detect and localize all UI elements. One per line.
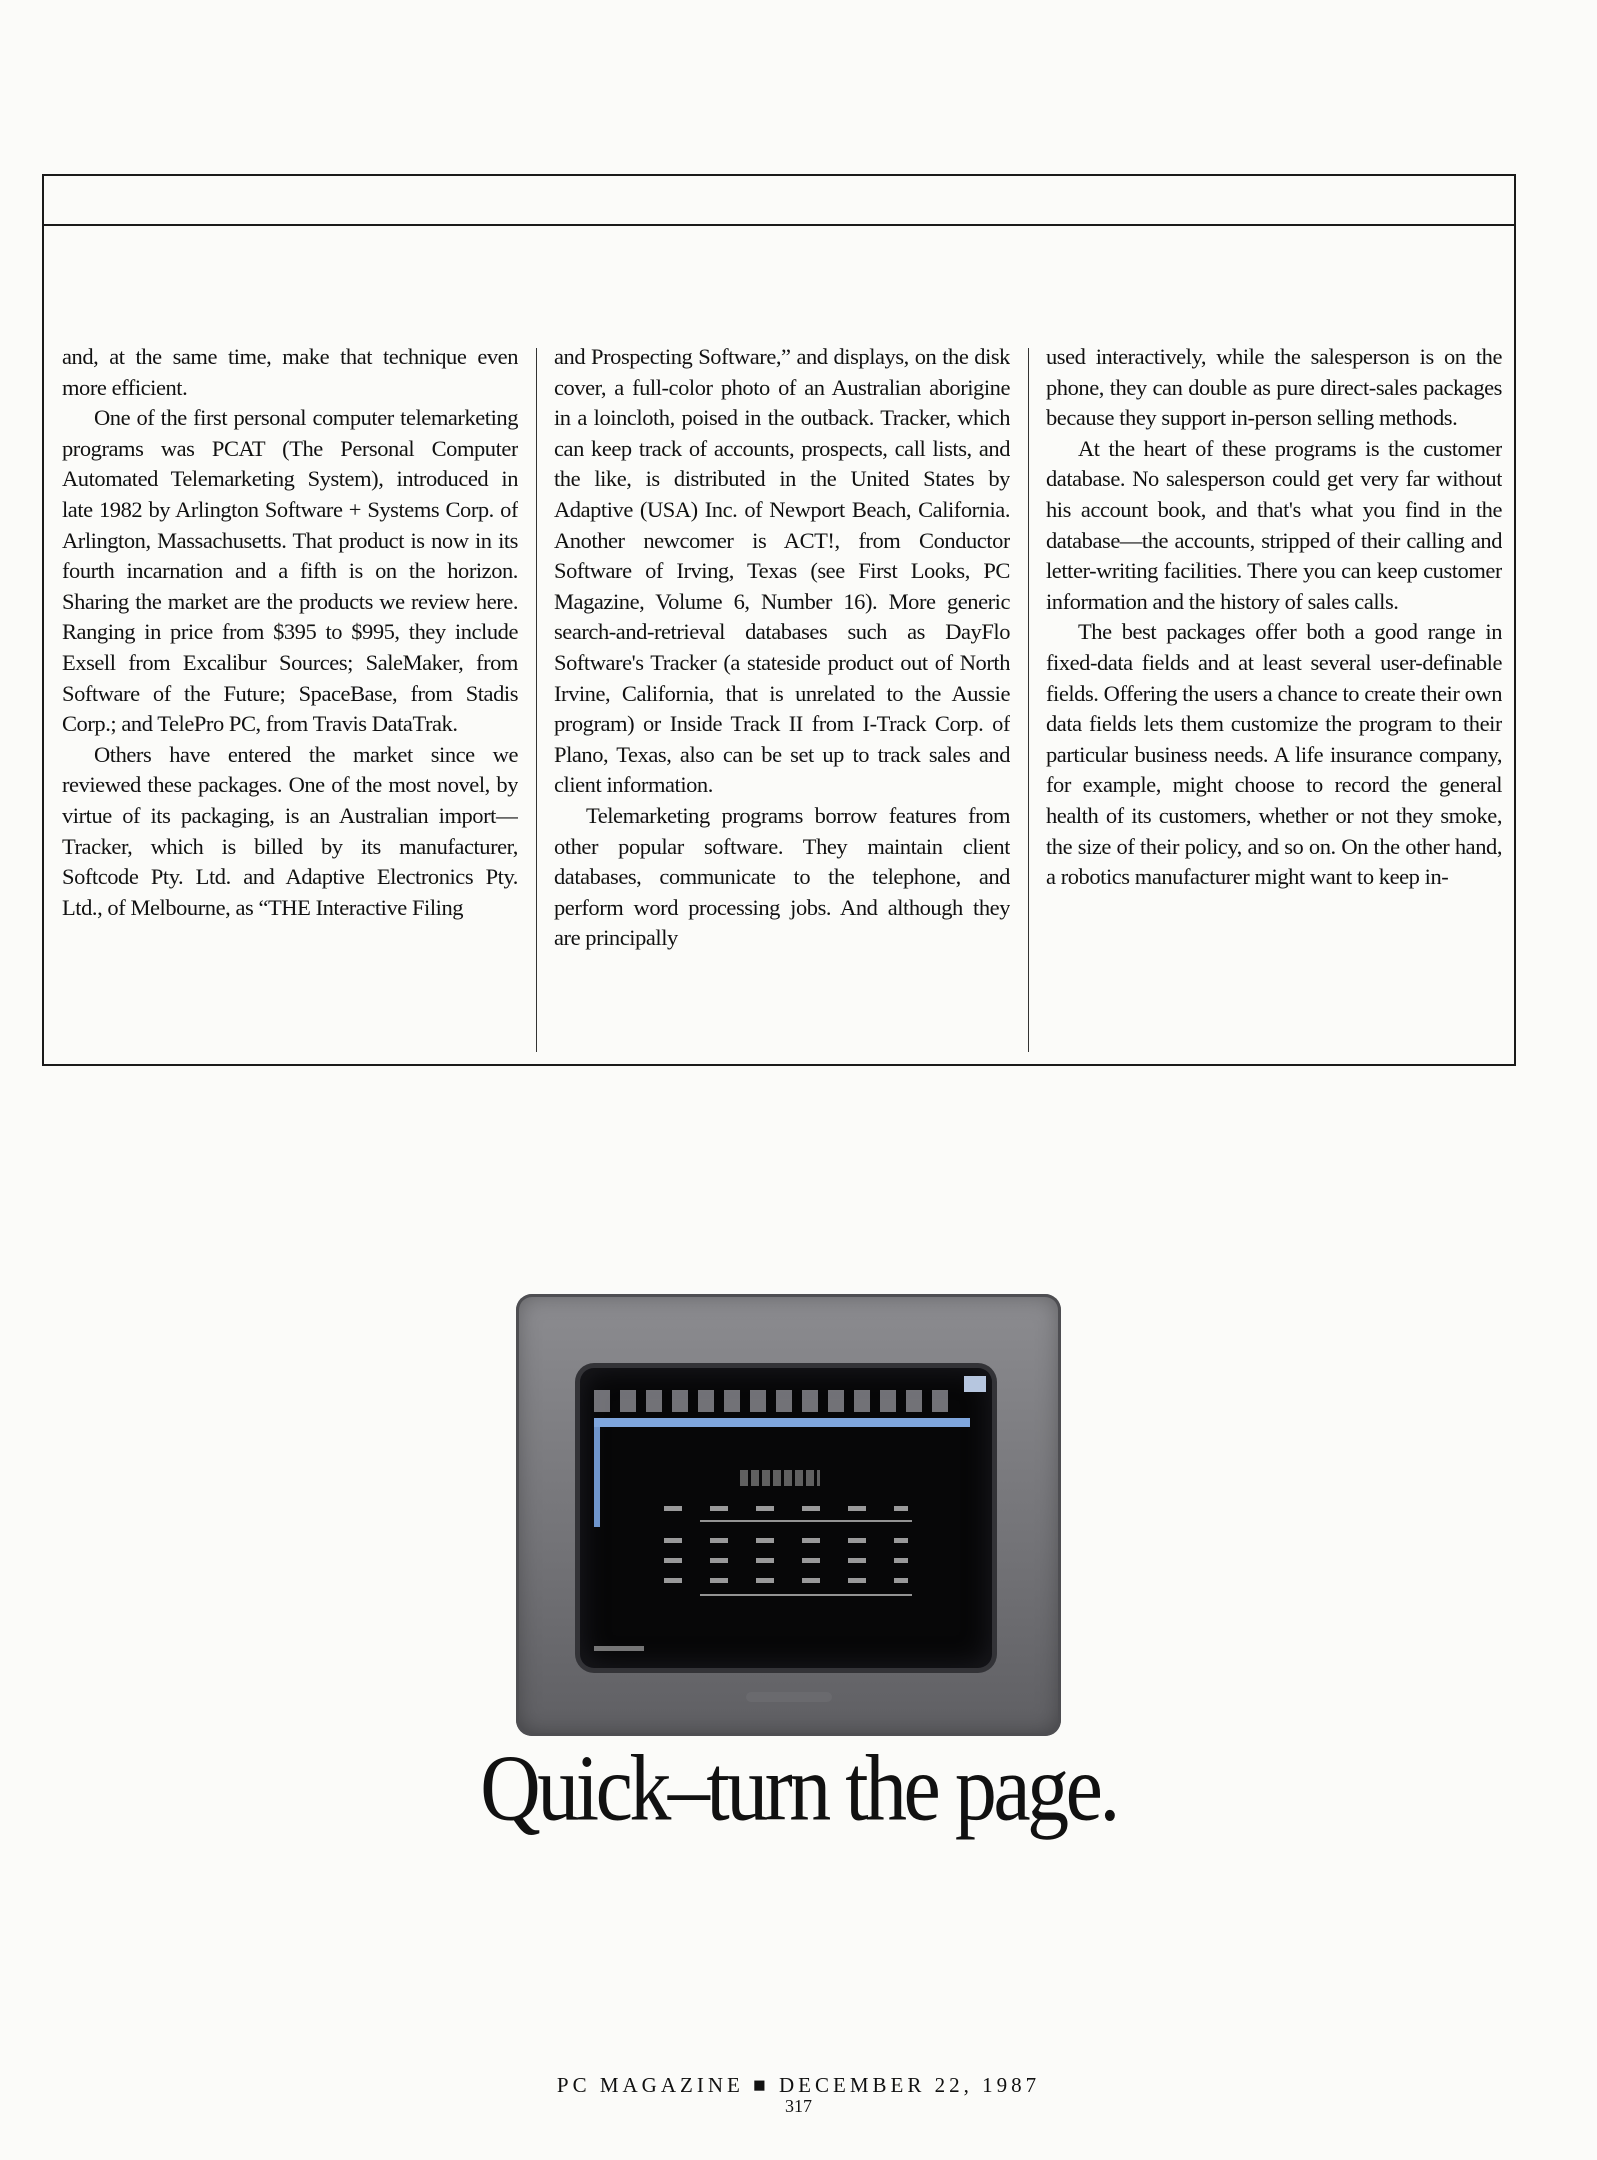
screen-header-row <box>664 1506 908 1511</box>
screen-sheet-title <box>740 1470 820 1486</box>
article-column-1 <box>62 342 518 1058</box>
paragraph: Telemarketing programs borrow features from other popular software. They maintain client databases, communicate to the telephone, and perform word processing jobs. And although they are principally <box>554 802 1010 951</box>
screen-rule <box>700 1594 912 1596</box>
screen-menu-bar <box>594 1390 952 1412</box>
article-column-2 <box>554 342 1010 1058</box>
article-column-3 <box>1046 342 1502 1058</box>
paragraph: At the heart of these programs is the customer database. No salesperson could get very far without his account book, and that's what you find in the database—the accounts, stripped of their calling and letter-writing facilities. There you can keep customer information and the history of sales calls. <box>1046 435 1502 614</box>
screen-window-icon <box>964 1376 986 1392</box>
paragraph: One of the first personal computer telemarketing programs was PCAT (The Personal Computer Automated Telemarketing System), introduced in late 1982 by Arlington Software + Systems Corp. of Arlington, Massachusetts. That product is now in its fourth incarnation and a fifth is on the horizon. Sharing the market are the products we review here. Ranging in price from $395 to $995, they include Exsell from Excalibur Sources; SaleMaker, from Software of the Future; SpaceBase, from Stadis Corp.; and TelePro PC, from Travis DataTrak. <box>62 405 518 737</box>
screen-highlight-bar <box>594 1418 970 1427</box>
screen-side-bar <box>594 1427 600 1527</box>
paragraph: used interactively, while the salesperson is on the phone, they can double as pure direct-sales packages because they support in-person selling methods. <box>1046 344 1502 431</box>
article-columns <box>62 342 1500 1058</box>
article-box <box>42 174 1516 1066</box>
column-divider <box>536 348 537 1052</box>
screen-data-row <box>664 1578 908 1583</box>
ad-tagline: Quick–turn the page. <box>480 1736 1117 1841</box>
monitor-logo <box>746 1692 832 1702</box>
monitor-photo <box>516 1294 1061 1736</box>
page-footer: PC MAGAZINE ■ DECEMBER 22, 1987 <box>556 2073 1041 2097</box>
header-rule <box>44 224 1514 226</box>
monitor-screen <box>580 1368 992 1668</box>
paragraph: The best packages offer both a good range in fixed-data fields and at least several user-definable fields. Offering the users a chance to create their own data fields lets them customize the program to their particular business needs. A life insurance company, for example, might choose to record the general health of its customers, whether or not they smoke, the size of their policy, and so on. On the other hand, a robotics manufacturer might want to keep in- <box>1046 619 1502 890</box>
screen-data-row <box>664 1558 908 1563</box>
paragraph: and, at the same time, make that technique even more efficient. <box>62 344 518 400</box>
page-number: 317 <box>785 2096 812 2116</box>
screen-rule <box>700 1520 912 1522</box>
screen-status-line <box>594 1646 644 1651</box>
screen-data-row <box>664 1538 908 1543</box>
paragraph: Others have entered the market since we reviewed these packages. One of the most novel, by virtue of its packaging, is an Australian import—Tracker, which is billed by its manufacturer, Softcode Pty. Ltd. and Adaptive Electronics Pty. Ltd., of Melbourne, as “THE Interactive Filing <box>62 741 518 920</box>
paragraph: and Prospecting Software,” and displays, on the disk cover, a full-color photo of an Australian aborigine in a loincloth, poised in the outback. Tracker, which can keep track of accounts, prospects, call lists, and the like, is distributed in the United States by Adaptive (USA) Inc. of Newport Beach, California. Another newcomer is ACT!, from Conductor Software of Irving, Texas (see First Looks, PC Magazine, Volume 6, Number 16). More generic search-and-retrieval databases such as DayFlo Software's Tracker (a stateside product out of North Irvine, California, that is unrelated to the Aussie program) or Inside Track II from I-Track Corp. of Plano, Texas, also can be set up to track sales and client information. <box>554 344 1010 798</box>
column-divider <box>1028 348 1029 1052</box>
